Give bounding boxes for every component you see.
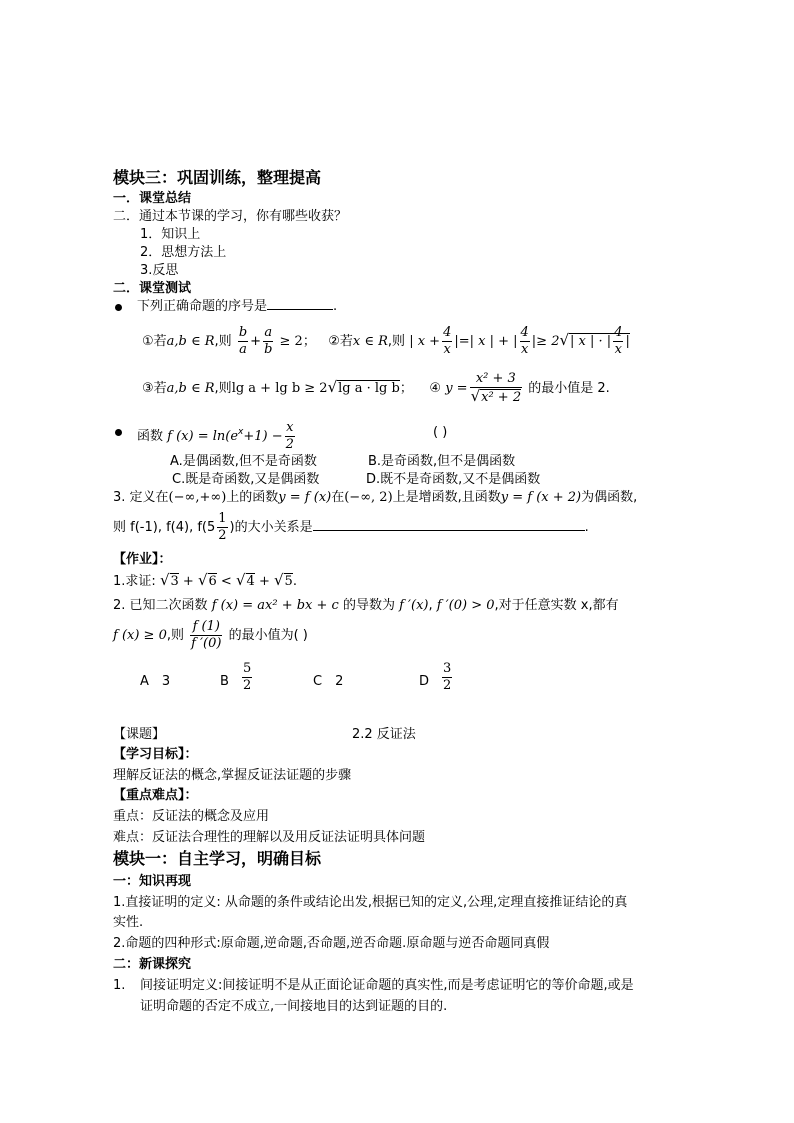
q2-function: f (x) = ln(e: [167, 429, 239, 444]
prop2-then: ,则: [387, 334, 406, 349]
prop1-label: ①若: [142, 334, 167, 349]
fraction-4-over-x: $\frac{4}{x}$: [614, 325, 623, 357]
module3-section-gains: 二．通过本节课的学习，你有哪些收获？: [113, 209, 348, 224]
q3-values: 则 f(-1), f(4), f(5: [113, 520, 216, 535]
fraction-1-over-2: $\frac{1}{2}$: [218, 511, 227, 543]
homework-2-denominator: f ′(0): [191, 636, 222, 651]
q2-option-a: A.是偶函数,但不是奇函数: [170, 454, 317, 469]
homework-2-comma: ,: [428, 598, 433, 613]
q3-line-2: 则 f(-1), f(4), f(5 $\frac{1}{2}$ )的大小关系是 .: [113, 511, 589, 543]
bullet-icon: [115, 304, 122, 311]
homework-2-option-b-label: B: [220, 674, 229, 689]
q1-proposition-1-2: ①若a,b ∈ R,则 $\frac{b}{a}$ + $\frac{a}{b}$ ≥ 2； ②若x ∈ R,则 | x + $\frac{4}{x}$ |=| x | + | $\frac{4}{x}$ |≥ 2√| x | · | $\frac{4}{x}$ |: [142, 325, 630, 357]
q2-exponent: x: [238, 427, 244, 437]
fraction-4-over-x: $\frac{4}{x}$: [443, 325, 452, 357]
fraction-a-over-b: $\frac{a}{b}$: [264, 325, 273, 357]
lesson-title: 2.2 反证法: [352, 727, 416, 742]
module1-title: 模块一：自主学习，明确目标: [113, 849, 322, 868]
module1-text-3: 间接证明定义:间接证明不是从正面论证命题的真实性,而是考虑证明它的等价命题,或是: [140, 978, 634, 993]
q2-option-c: C.既是奇函数,又是偶函数: [172, 472, 320, 487]
module3-item: 3.反思: [140, 263, 179, 278]
homework-2-line-1: [113, 597, 619, 614]
key-point: 重点：反证法的概念及应用: [113, 809, 270, 824]
answer-blank: [313, 530, 585, 531]
fraction-4-over-x: $\frac{4}{x}$: [520, 325, 529, 357]
homework-2-option-c: C 2: [313, 674, 344, 689]
homework-2-option-a: A 3: [140, 674, 171, 689]
prop3-then: ,则: [214, 381, 232, 396]
q1-intro-text: 下列正确命题的序号是: [137, 299, 268, 314]
q3-line-1: [113, 489, 637, 506]
homework-2-then: ,则: [166, 628, 184, 643]
homework-1: 1.求证: √3 + √6 < √4 + √5.: [113, 571, 297, 589]
q2-option-d: D.既不是奇函数,又不是偶函数: [366, 472, 541, 487]
q2-answer-paren: ( ): [433, 425, 448, 440]
q3-part: 3. 定义在: [113, 490, 169, 505]
module3-item: 1．知识上: [140, 227, 201, 242]
q3-function: y = f (x): [278, 490, 332, 505]
prop4-label: ④: [429, 381, 442, 396]
homework-2-condition: f ′(0) > 0: [436, 598, 495, 613]
fraction-b-over-a: $\frac{b}{a}$: [238, 325, 248, 357]
goal-text: 理解反证法的概念,掌握反证法证题的步骤: [113, 768, 352, 783]
homework-2-function: f (x) = ax² + bx + c: [211, 598, 339, 613]
module1-section-explore: 二：新课探究: [113, 957, 192, 972]
module1-text-2: 2.命题的四种形式:原命题,逆命题,否命题,逆否命题.原命题与逆否命题同真假: [113, 936, 550, 951]
q2-label: 函数: [137, 429, 164, 444]
difficult-point: 难点：反证法合理性的理解以及用反证法证明具体问题: [113, 830, 426, 845]
homework-2-question: 的最小值为( ): [228, 628, 308, 643]
q3-part: 为偶函数,: [581, 490, 638, 505]
homework-2-option-d: [440, 661, 454, 694]
homework-2-option-d-label: D: [419, 674, 430, 689]
prop4-denominator: x² + 2: [481, 390, 522, 405]
prop2-mid: |=| x | + |: [454, 334, 518, 349]
prop3-radicand: lg a · lg b: [338, 381, 400, 396]
fraction-prop4: $\frac{\text{x² + 3}}{\text{√x² + 2}}$: [470, 371, 522, 405]
prop1-rest: ≥ 2；: [279, 334, 316, 349]
q2-stem: [137, 414, 297, 455]
homework-title: 【作业】：: [113, 552, 172, 567]
q3-domain: (−∞,+∞): [168, 490, 227, 505]
q1-proposition-3-4: ③若a,b ∈ R,则lg a + lg b ≥ 2√lg a · lg b； ④ y = $\frac{\text{x² + 3}}{\text{√x² + 2}}$ 的最小值是 2.: [142, 371, 610, 405]
homework-2-text-2: ,对于任意实数 x,都有: [494, 598, 619, 613]
goal-heading: 【学习目标】：: [113, 747, 198, 762]
q3-function-shifted: y = f (x + 2): [500, 490, 582, 505]
fraction-5-over-2: $\frac{5}{2}$: [243, 661, 252, 693]
lesson-label: 【课题】: [113, 727, 166, 742]
homework-2-line-2: [113, 618, 308, 654]
q2-function-tail: +1) −: [243, 429, 283, 444]
prop3-cond: a,b ∈ R: [166, 381, 215, 396]
prop3-expr: lg a + lg b ≥ 2: [231, 381, 328, 396]
answer-blank: [267, 309, 333, 310]
prop1-then: ,则: [214, 334, 232, 349]
prop3-label: ③若: [142, 381, 167, 396]
q2-option-b: B.是奇函数,但不是偶函数: [368, 454, 516, 469]
q3-part: 上的函数: [226, 490, 279, 505]
prop2-label: ②若: [328, 334, 353, 349]
bullet-icon: [115, 429, 122, 436]
q3-part: 在: [331, 490, 345, 505]
homework-2-derivative: f ′(x): [399, 598, 429, 613]
module1-text-3-cont: 证明命题的否定不成立,一间接地目的达到证题的目的.: [140, 999, 448, 1014]
homework-2-numerator: f (1): [190, 619, 222, 636]
q3-part: 上是增函数,且函数: [392, 490, 501, 505]
module1-text-1: 1.直接证明的定义: 从命题的条件或结论出发,根据已知的定义,公理,定理直接推证结论的真: [113, 895, 628, 910]
prop4-end: 的最小值是 2.: [528, 381, 610, 396]
module3-item: 2．思想方法上: [140, 245, 227, 260]
prop4-numerator: x² + 3: [470, 371, 523, 388]
q3-question: )的大小关系是: [229, 520, 313, 535]
homework-1-label: 1.求证:: [113, 574, 156, 589]
prop2-cond: x ∈ R: [352, 334, 388, 349]
prop4-y: y =: [445, 381, 468, 396]
homework-2-text: 的导数为: [342, 598, 395, 613]
module1-section-review: 一：知识再现: [113, 874, 192, 889]
fraction-f1-over-fprime0: [190, 619, 222, 652]
fraction-x-over-2: $\frac{x}{2}$: [285, 420, 294, 452]
module1-text-1-cont: 实性.: [113, 915, 144, 930]
fraction-3-over-2: $\frac{3}{2}$: [443, 661, 452, 693]
prop2-ge: |≥ 2: [531, 334, 560, 349]
q1-intro: 下列正确命题的序号是 .: [137, 299, 338, 314]
homework-2-label: 2. 已知二次函数: [113, 598, 208, 613]
homework-2-option-b: [240, 661, 254, 694]
homework-2-nonneg: f (x) ≥ 0: [113, 628, 167, 643]
prop1-cond: a,b ∈ R: [166, 334, 215, 349]
module1-number: 1.: [113, 978, 126, 993]
prop3-end: ；: [399, 381, 413, 396]
module3-section-summary: 一．课堂总结: [113, 191, 192, 206]
homework-1-end: .: [292, 574, 297, 589]
key-heading: 【重点难点】：: [113, 788, 198, 803]
module3-title: 模块三：巩固训练，整理提高: [113, 168, 322, 187]
module3-section-test: 二．课堂测试: [113, 281, 192, 296]
q3-interval: (−∞, 2): [344, 490, 393, 505]
